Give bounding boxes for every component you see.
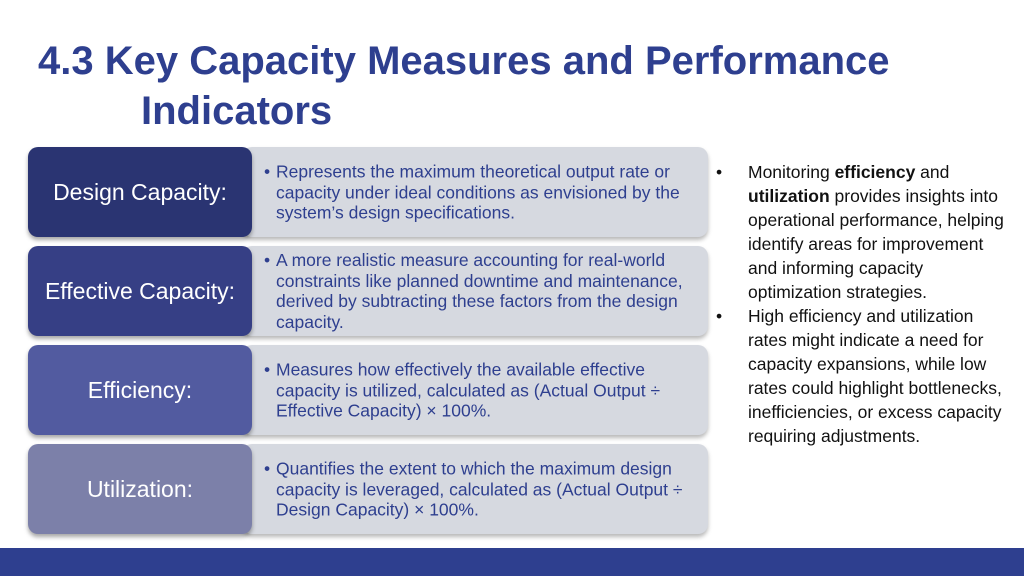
row-description (242, 147, 708, 237)
side-bold-utilization: utilization (748, 186, 830, 206)
slide-title (38, 36, 998, 136)
row-efficiency (28, 345, 708, 435)
row-label: Design Capacity: (28, 147, 252, 237)
row-design-capacity (28, 147, 708, 237)
row-bullet: • Measures how effectively the available effective capacity is utilized, calculated as (Actual Output ÷ Effective Capacity) × 100%. (276, 359, 686, 421)
row-description (242, 246, 708, 336)
side-text: provides insights into operational performance, helping identify areas for improvement and informing capacity optimization strategies. (748, 186, 1004, 302)
row-description (242, 444, 708, 534)
row-description (242, 345, 708, 435)
side-bold-efficiency: efficiency (834, 162, 916, 182)
row-label: Efficiency: (28, 345, 252, 435)
footer-bar (0, 548, 1024, 576)
row-effective-capacity (28, 246, 708, 336)
side-bullet-2: • High efficiency and utilization rates might indicate a need for capacity expansions, while low rates could highlight bottlenecks, inefficiencies, or excess capacity requiring adjustments. (716, 304, 1014, 448)
row-bullet: • Quantifies the extent to which the maximum design capacity is leveraged, calculated as (Actual Output ÷ Design Capacity) × 100%. (276, 458, 686, 520)
side-notes (716, 160, 1014, 448)
title-line-2: Indicators (141, 89, 333, 133)
row-label: Utilization: (28, 444, 252, 534)
title-line-1: 4.3 Key Capacity Measures and Performance (38, 39, 890, 83)
side-text: and (915, 162, 950, 182)
side-text: Monitoring (748, 162, 835, 182)
side-bullet-1 (716, 160, 1014, 304)
row-label: Effective Capacity: (28, 246, 252, 336)
row-bullet: • A more realistic measure accounting for real-world constraints like planned downtime and maintenance, derived by subtracting these factors from the design capacity. (276, 250, 686, 332)
row-bullet: • Represents the maximum theoretical output rate or capacity under ideal conditions as envisioned by the system’s design specifications. (276, 161, 686, 223)
row-utilization (28, 444, 708, 534)
